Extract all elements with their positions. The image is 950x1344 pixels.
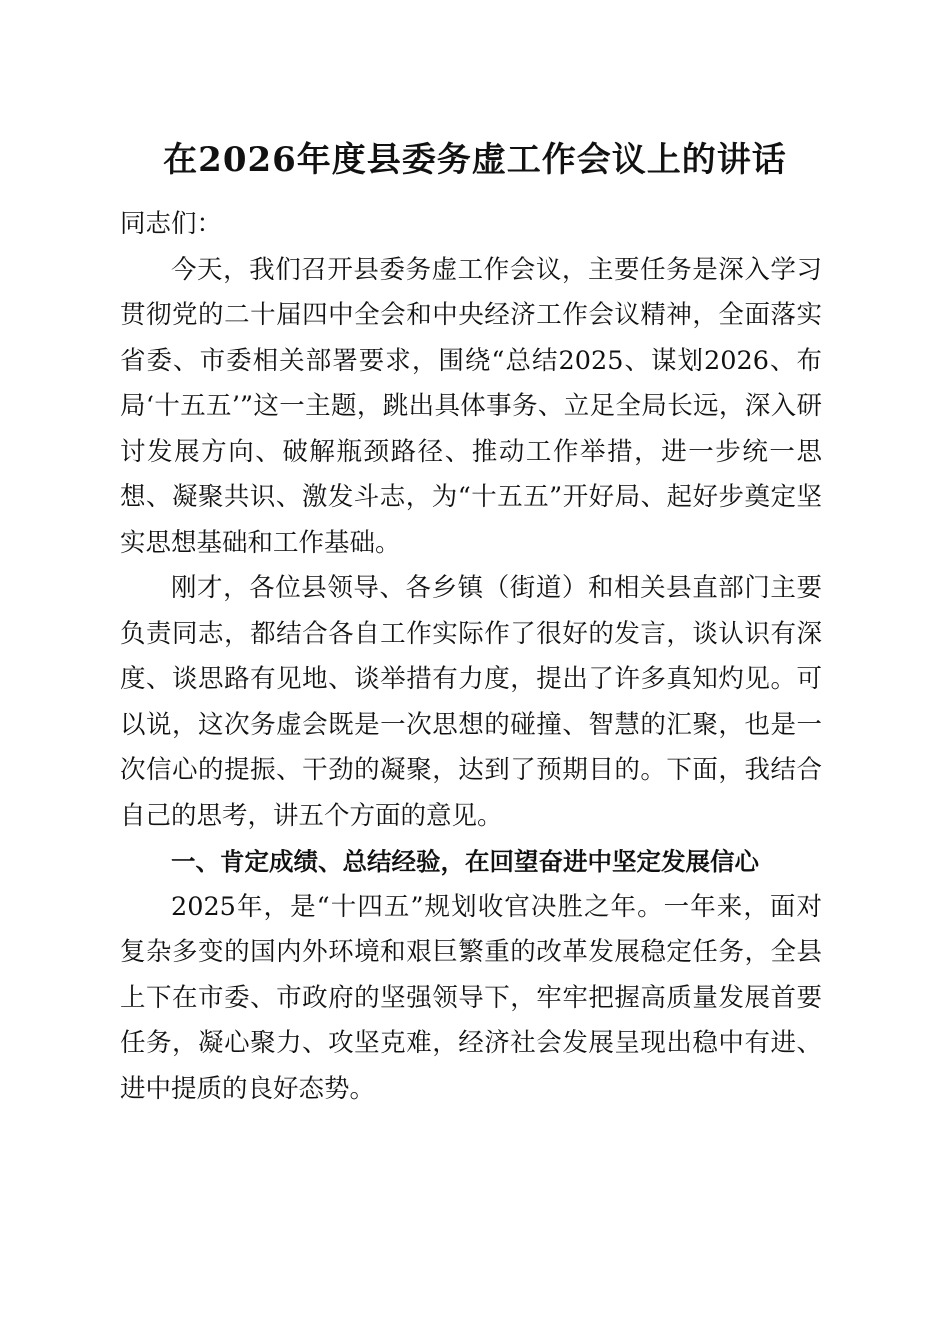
document-title: 在2026年度县委务虚工作会议上的讲话	[163, 140, 787, 180]
section-heading: 一、肯定成绩、总结经验，在回望奋进中坚定发展信心	[171, 847, 759, 876]
section-paragraph: 2025年，是“十四五”规划收官决胜之年。一年来，面对复杂多变的国内外环境和艰巨繁重的改革发展稳定任务，全县上下在市委、市政府的坚强领导下，牢牢把握高质量发展首要任务，凝心聚力、攻坚克难，经济社会发展呈现出稳中有进、进中提质的良好态势。	[120, 891, 822, 1104]
salutation: 同志们：	[120, 209, 223, 239]
paragraph-review: 刚才，各位县领导、各乡镇（街道）和相关县直部门主要负责同志，都结合各自工作实际作了很好的发言，谈认识有深度、谈思路有见地、谈举措有力度，提出了许多真知灼见。可以说，这次务虚会既是一次思想的碰撞、智慧的汇聚，也是一次信心的提振、干劲的凝聚，达到了预期目的。下面，我结合自己的思考，讲五个方面的意见。	[120, 573, 822, 831]
paragraph-intro: 今天，我们召开县委务虚工作会议，主要任务是深入学习贯彻党的二十届四中全会和中央经济工作会议精神，全面落实省委、市委相关部署要求，围绕“总结2025、谋划2026、布局‘十五五’”这一主题，跳出具体事务、立足全局长远，深入研讨发展方向、破解瓶颈路径、推动工作举措，进一步统一思想、凝聚共识、激发斗志，为“十五五”开好局、起好步奠定坚实思想基础和工作基础。	[120, 254, 822, 558]
document-body	[120, 202, 822, 1112]
